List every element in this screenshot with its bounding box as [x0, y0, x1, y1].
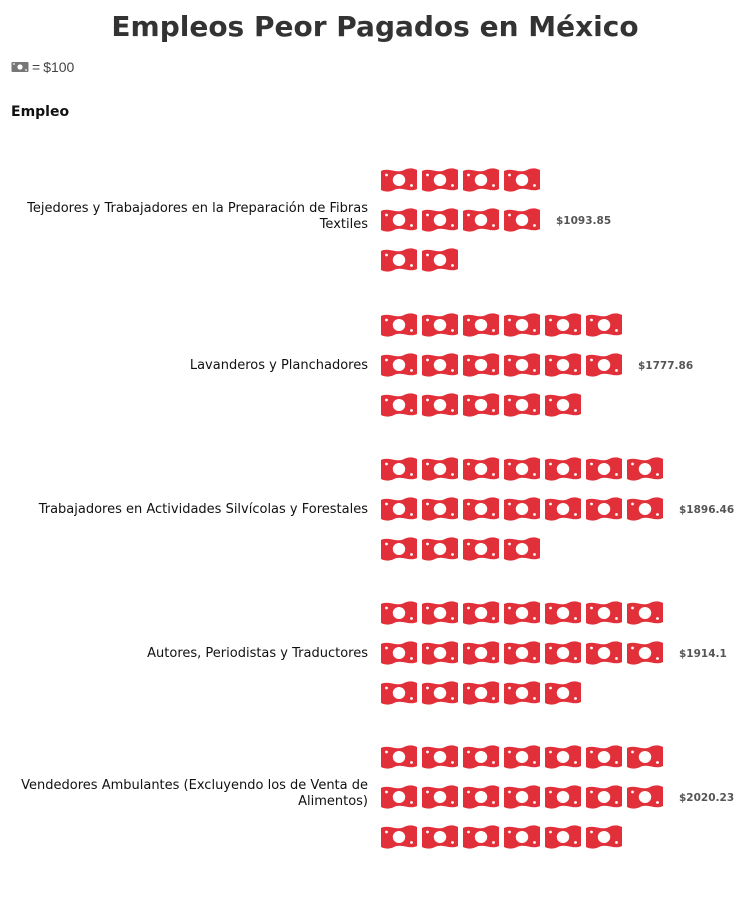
partial-bill-icon: [627, 825, 663, 848]
bill-icon: [422, 353, 458, 376]
bill-icon: [381, 641, 417, 664]
bill-icon: [463, 313, 499, 336]
bill-icon: [504, 537, 540, 560]
bill-icon: [381, 825, 417, 848]
bill-icon: [463, 601, 499, 624]
partial-bill-icon: [545, 537, 581, 560]
bill-icon: [586, 457, 622, 480]
bill-icon: [381, 313, 417, 336]
bill-icon: [381, 785, 417, 808]
bill-icon: [463, 457, 499, 480]
bill-icon: [627, 457, 663, 480]
bill-icon: [463, 208, 499, 231]
bill-icon: [586, 825, 622, 848]
bill-icon: [545, 457, 581, 480]
bill-icon: [381, 497, 417, 520]
bill-icon: [422, 497, 458, 520]
bill-icon: [545, 641, 581, 664]
bill-icon: [463, 497, 499, 520]
value-label: $1914.1: [679, 648, 727, 660]
bill-icon: [545, 353, 581, 376]
bill-icon: [381, 745, 417, 768]
category-group: [26, 168, 611, 271]
bill-icon: [463, 393, 499, 416]
bill-icon: [463, 745, 499, 768]
bill-icon: [586, 641, 622, 664]
bill-icon: [504, 601, 540, 624]
bill-icon: [422, 208, 458, 231]
bill-icon: [463, 353, 499, 376]
bill-icon: [504, 785, 540, 808]
bill-icon: [504, 825, 540, 848]
bill-icon: [463, 641, 499, 664]
bill-icon: [504, 168, 540, 191]
bill-icon: [504, 393, 540, 416]
bill-icon: [381, 208, 417, 231]
category-label: Trabajadores en Actividades Silvícolas y Forestales: [38, 502, 368, 517]
partial-bill-icon: [463, 248, 499, 271]
bill-icon: [422, 313, 458, 336]
bill-icon: [463, 168, 499, 191]
y-axis-label: Empleo: [11, 104, 70, 120]
category-label: Lavanderos y Planchadores: [189, 358, 368, 373]
value-label: $1896.46: [679, 504, 735, 516]
bill-icon: [381, 457, 417, 480]
bill-icon: [545, 785, 581, 808]
bill-icon: [504, 745, 540, 768]
value-label: $1093.85: [556, 215, 612, 227]
value-label: $2020.23: [679, 792, 735, 804]
bill-icon: [422, 745, 458, 768]
bill-icon: [504, 681, 540, 704]
category-group: [147, 601, 727, 704]
bill-icon: [381, 393, 417, 416]
bill-icon: [381, 248, 417, 271]
bill-icon: [627, 641, 663, 664]
bill-icon: [545, 393, 581, 416]
bill-icon: [422, 601, 458, 624]
bill-icon: [422, 641, 458, 664]
bill-icon: [586, 601, 622, 624]
bill-icon: [381, 681, 417, 704]
bill-icon: [381, 537, 417, 560]
bill-icon: [545, 825, 581, 848]
bill-icon: [381, 168, 417, 191]
bill-icon: [504, 208, 540, 231]
bill-icon: [422, 785, 458, 808]
bill-icon: [504, 457, 540, 480]
category-group: [21, 745, 734, 848]
bill-icon: [422, 681, 458, 704]
bill-icon: [586, 497, 622, 520]
bill-icon: [422, 393, 458, 416]
bill-icon: [463, 825, 499, 848]
bill-icon: [463, 681, 499, 704]
bill-icon: [422, 457, 458, 480]
category-label: Vendedores Ambulantes (Excluyendo los de Venta de Alimentos): [21, 778, 368, 809]
partial-bill-icon: [586, 681, 622, 704]
bill-icon: [627, 497, 663, 520]
bill-icon: [586, 353, 622, 376]
bill-icon: [545, 745, 581, 768]
bill-icon: [422, 537, 458, 560]
category-label: Tejedores y Trabajadores en la Preparación de Fibras Textiles: [27, 201, 368, 232]
bill-icon: [627, 745, 663, 768]
bill-icon: [422, 168, 458, 191]
category-group: [190, 313, 693, 416]
bill-icon: [545, 681, 581, 704]
bill-icon: [422, 825, 458, 848]
bill-icon: [381, 353, 417, 376]
bill-icon: [504, 497, 540, 520]
partial-bill-icon: [586, 393, 622, 416]
category-label: Autores, Periodistas y Traductores: [147, 646, 368, 661]
category-group: [38, 457, 734, 560]
bill-icon: [627, 785, 663, 808]
legend-equals: =: [32, 59, 41, 75]
bill-icon: [545, 497, 581, 520]
value-label: $1777.86: [638, 360, 694, 372]
bill-icon: [504, 641, 540, 664]
bill-icon: [627, 601, 663, 624]
bill-icon: [586, 313, 622, 336]
bill-icon: [586, 745, 622, 768]
bill-icon: [545, 313, 581, 336]
chart-title: Empleos Peor Pagados en México: [111, 10, 639, 43]
bill-icon: [504, 313, 540, 336]
bill-icon: [381, 601, 417, 624]
bill-icon: [422, 248, 458, 271]
legend-unit-label: $100: [43, 59, 75, 75]
bill-icon: [463, 537, 499, 560]
bill-icon: [545, 601, 581, 624]
bill-icon: [586, 785, 622, 808]
bill-icon: [463, 785, 499, 808]
bill-icon: [504, 353, 540, 376]
